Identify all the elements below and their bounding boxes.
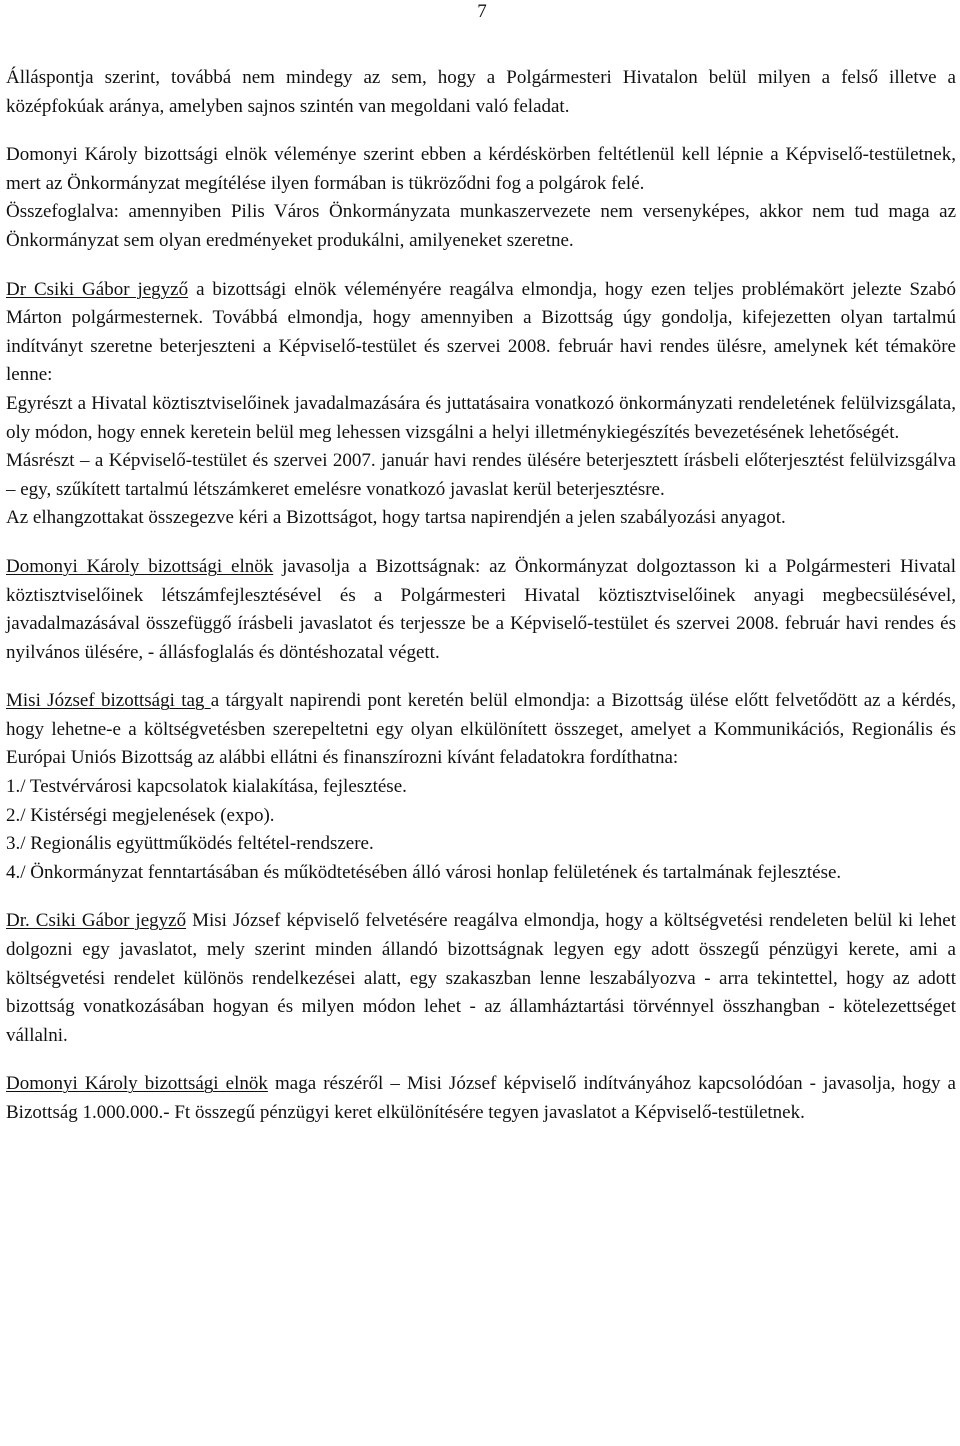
paragraph-gap (6, 667, 956, 687)
text-run: 3./ Regionális együttműködés feltétel-rendszere. (6, 833, 374, 855)
paragraph-block-4 (6, 553, 956, 667)
paragraph-block-7 (6, 1070, 956, 1127)
paragraph (6, 504, 956, 533)
paragraph-block-6 (6, 907, 956, 1050)
paragraph (6, 687, 956, 773)
speaker-name: Domonyi Károly bizottsági elnök (6, 555, 274, 577)
text-run: maga részéről – Misi József képviselő indítványához kapcsolódóan - javasolja, hogy a Bizottság 1.000.000.- Ft összegű pénzügyi keret elkülönítésére tegyen javaslatot a Képviselő-testületnek. (6, 1073, 956, 1123)
paragraph (6, 390, 956, 447)
page-number: 7 (477, 1, 487, 22)
paragraph (6, 198, 956, 255)
text-run: Domonyi Károly bizottsági elnök véleménye szerint ebben a kérdéskörben feltétlenül kell lépnie a Képviselő-testületnek, mert az Önkormányzat megítélése ilyen formában is tükröződni fog a polgárok felé. (6, 144, 956, 194)
paragraph (6, 553, 956, 667)
document-body (6, 64, 956, 1128)
speaker-name: Domonyi Károly bizottsági elnök (6, 1073, 268, 1095)
text-run: Másrészt – a Képviselő-testület és szervei 2007. január havi rendes ülésére beterjesztett írásbeli előterjesztést felülvizsgálva – egy, szűkített tartalmú létszámkeret emelésre vonatkozó javaslat kerül beterjesztésre. (6, 450, 956, 500)
speaker-name: Misi József bizottsági tag (6, 690, 211, 712)
paragraph-gap (6, 121, 956, 141)
speaker-name: Dr Csiki Gábor jegyző (6, 278, 189, 300)
paragraph (6, 447, 956, 504)
paragraph-block-5 (6, 687, 956, 887)
paragraph-gap (6, 1050, 956, 1070)
text-run: Egyrészt a Hivatal köztisztviselőinek javadalmazására és juttatásaira vonatkozó önkormányzati rendeletének felülvizsgálata, oly módon, hogy ennek keretein belül meg lehessen vizsgálni a helyi illetménykiegészítés bevezetésének lehetőségét. (6, 392, 956, 443)
paragraph (6, 907, 956, 1050)
text-run: a tárgyalt napirendi pont keretén belül elmondja: a Bizottság ülése előtt felvetődött az a kérdés, hogy lehetne-e a költségvetésben szerepeltetni egy olyan elkülönített összeget, amelyet a Kommunikációs, Regionális és Európai Uniós Bizottság az alábbi ellátni és finanszírozni kívánt feladatokra fordíthatna: (6, 690, 957, 769)
list-item (6, 859, 956, 888)
text-run: 1./ Testvérvárosi kapcsolatok kialakítása, fejlesztése. (6, 776, 407, 798)
paragraph-block-1 (6, 64, 956, 121)
speaker-name: Dr. Csiki Gábor jegyző (6, 910, 187, 932)
text-run: a bizottsági elnök véleményére reagálva elmondja, hogy ezen teljes problémakört jelezte Szabó Márton polgármesternek. Továbbá elmondja, hogy amennyiben a Bizottság úgy gondolja, kifejezetten olyan tartalmú indítványt szeretne beterjeszteni a Képviselő-testület és szervei 2008. február havi rendes ülésre, amelynek két témaköre lenne: (6, 278, 956, 386)
text-run: Misi József képviselő felvetésére reagálva elmondja, hogy a költségvetési rendeleten belül ki lehet dolgozni egy javaslatot, mely szerint minden állandó bizottságnak legyen egy adott összegű pénzügyi kerete, ami a költségvetési rendelet különös rendelkezései alatt, egy szakaszban lenne leszabályozva - arra tekintettel, hogy az adott bizottság vonatkozásában hogyan és milyen módon lehet - az államháztartási törvénnyel összhangban - kötelezettséget vállalni. (6, 910, 956, 1046)
paragraph-block-2 (6, 141, 956, 255)
list-item (6, 802, 956, 831)
text-run: 2./ Kistérségi megjelenések (expo). (6, 804, 275, 826)
paragraph (6, 1070, 956, 1127)
paragraph (6, 276, 956, 390)
paragraph-block-3 (6, 276, 956, 533)
text-run: Az elhangzottakat összegezve kéri a Bizottságot, hogy tartsa napirendjén a jelen szabályozási anyagot. (6, 507, 786, 529)
text-run: Összefoglalva: amennyiben Pilis Város Önkormányzata munkaszervezete nem versenyképes, akkor nem tud maga az Önkormányzat sem olyan eredményeket produkálni, amilyeneket szeretne. (6, 201, 956, 251)
paragraph (6, 141, 956, 198)
paragraph-gap (6, 256, 956, 276)
list-item (6, 830, 956, 859)
paragraph (6, 64, 956, 121)
list-item (6, 773, 956, 802)
paragraph-gap (6, 533, 956, 553)
text-run: javasolja a Bizottságnak: az Önkormányzat dolgoztasson ki a Polgármesteri Hivatal köztisztviselőinek létszámfejlesztésével és a Polgármesteri Hivatal köztisztviselőinek anyagi megbecsülésével, javadalmazásával összefüggő írásbeli javaslatot és terjessze be a Képviselő-testület és szervei 2008. február havi rendes és nyilvános ülésére, - állásfoglalás és döntéshozatal végett. (6, 555, 956, 663)
paragraph-gap (6, 887, 956, 907)
text-run: 4./ Önkormányzat fenntartásában és működtetésében álló városi honlap felületének és tartalmának fejlesztése. (6, 861, 842, 883)
text-run: Álláspontja szerint, továbbá nem mindegy az sem, hogy a Polgármesteri Hivatalon belül milyen a felső illetve a középfokúak aránya, amelyben sajnos szintén van megoldani való feladat. (6, 67, 956, 117)
